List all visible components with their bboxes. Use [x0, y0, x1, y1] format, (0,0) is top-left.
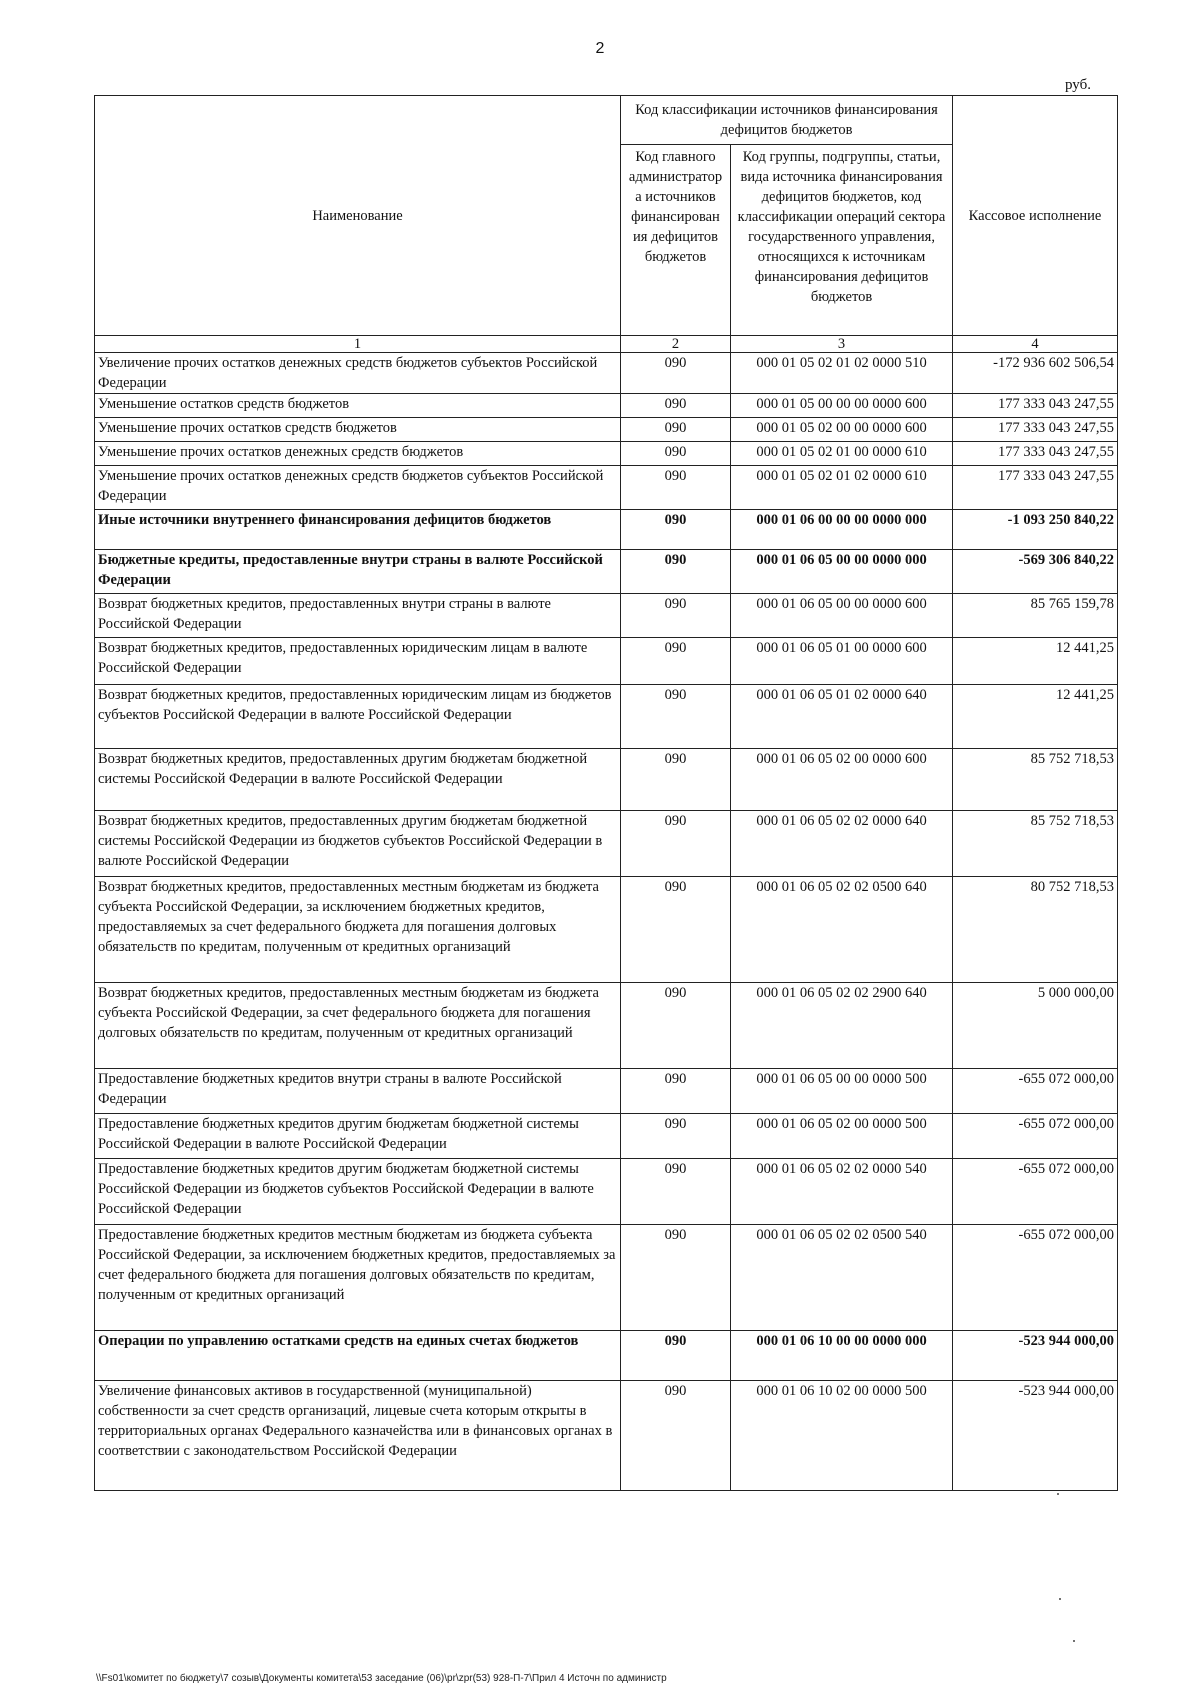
table-row — [95, 811, 1118, 877]
table-row — [95, 550, 1118, 594]
row-amount-cell: -655 072 000,00 — [953, 1159, 1118, 1225]
table-row — [95, 442, 1118, 466]
row-name-cell: Возврат бюджетных кредитов, предоставленных другим бюджетам бюджетной системы Российской Федерации в валюте Российской Федерации — [95, 749, 621, 811]
header-group-code: Код группы, подгруппы, статьи, вида источника финансирования дефицитов бюджетов, код классификации операций сектора государственного управления, относящихся к источникам финансирования дефицитов бюджетов — [731, 145, 953, 336]
header-admin-code: Код главного администратор а источников финансирован ия дефицитов бюджетов — [621, 145, 731, 336]
column-number: 3 — [731, 336, 953, 353]
row-code-cell: 000 01 06 05 00 00 0000 600 — [731, 594, 953, 638]
row-amount-cell: -569 306 840,22 — [953, 550, 1118, 594]
row-name-cell: Уменьшение прочих остатков денежных средств бюджетов субъектов Российской Федерации — [95, 466, 621, 510]
row-name-cell: Бюджетные кредиты, предоставленные внутри страны в валюте Российской Федерации — [95, 550, 621, 594]
row-amount-cell: 12 441,25 — [953, 638, 1118, 685]
row-admin-cell: 090 — [621, 418, 731, 442]
row-name-cell: Увеличение финансовых активов в государственной (муниципальной) собственности за счет средств организаций, лицевые счета которым открыты в территориальных органах Федерального казначейства или в финансовых органах в соответствии с законодательством Российской Федерации — [95, 1381, 621, 1491]
table-row — [95, 749, 1118, 811]
row-code-cell: 000 01 05 00 00 00 0000 600 — [731, 394, 953, 418]
table-row — [95, 510, 1118, 550]
row-name-cell: Возврат бюджетных кредитов, предоставленных юридическим лицам из бюджетов субъектов Российской Федерации в валюте Российской Федерации — [95, 685, 621, 749]
row-code-cell: 000 01 06 00 00 00 0000 000 — [731, 510, 953, 550]
row-code-cell: 000 01 06 05 02 02 0500 640 — [731, 877, 953, 983]
row-name-cell: Возврат бюджетных кредитов, предоставленных юридическим лицам в валюте Российской Федерации — [95, 638, 621, 685]
row-amount-cell: -172 936 602 506,54 — [953, 353, 1118, 394]
row-name-cell: Увеличение прочих остатков денежных средств бюджетов субъектов Российской Федерации — [95, 353, 621, 394]
row-code-cell: 000 01 06 10 00 00 0000 000 — [731, 1331, 953, 1381]
row-admin-cell: 090 — [621, 685, 731, 749]
sources-table — [94, 95, 1118, 1491]
row-name-cell: Уменьшение прочих остатков денежных средств бюджетов — [95, 442, 621, 466]
row-code-cell: 000 01 06 05 02 02 0500 540 — [731, 1225, 953, 1331]
row-amount-cell: 5 000 000,00 — [953, 983, 1118, 1069]
row-admin-cell: 090 — [621, 550, 731, 594]
row-amount-cell: -655 072 000,00 — [953, 1114, 1118, 1159]
row-amount-cell: 80 752 718,53 — [953, 877, 1118, 983]
row-code-cell: 000 01 06 05 02 02 0000 540 — [731, 1159, 953, 1225]
row-name-cell: Возврат бюджетных кредитов, предоставленных внутри страны в валюте Российской Федерации — [95, 594, 621, 638]
row-admin-cell: 090 — [621, 442, 731, 466]
row-admin-cell: 090 — [621, 877, 731, 983]
row-name-cell: Предоставление бюджетных кредитов другим бюджетам бюджетной системы Российской Федерации в валюте Российской Федерации — [95, 1114, 621, 1159]
table-row — [95, 1225, 1118, 1331]
row-admin-cell: 090 — [621, 594, 731, 638]
row-code-cell: 000 01 06 10 02 00 0000 500 — [731, 1381, 953, 1491]
row-amount-cell: 85 765 159,78 — [953, 594, 1118, 638]
table-row — [95, 394, 1118, 418]
row-code-cell: 000 01 06 05 02 00 0000 500 — [731, 1114, 953, 1159]
row-amount-cell: 177 333 043 247,55 — [953, 418, 1118, 442]
row-code-cell: 000 01 06 05 01 00 0000 600 — [731, 638, 953, 685]
table-row — [95, 638, 1118, 685]
row-admin-cell: 090 — [621, 353, 731, 394]
row-admin-cell: 090 — [621, 1225, 731, 1331]
row-amount-cell: -655 072 000,00 — [953, 1225, 1118, 1331]
scan-speck — [1057, 1493, 1059, 1495]
column-number-row — [95, 336, 1118, 353]
row-name-cell: Операции по управлению остатками средств на единых счетах бюджетов — [95, 1331, 621, 1381]
row-code-cell: 000 01 05 02 01 00 0000 610 — [731, 442, 953, 466]
row-code-cell: 000 01 05 02 00 00 0000 600 — [731, 418, 953, 442]
row-code-cell: 000 01 06 05 02 00 0000 600 — [731, 749, 953, 811]
table-row — [95, 466, 1118, 510]
row-code-cell: 000 01 05 02 01 02 0000 510 — [731, 353, 953, 394]
row-amount-cell: 177 333 043 247,55 — [953, 466, 1118, 510]
row-admin-cell: 090 — [621, 983, 731, 1069]
row-amount-cell: 177 333 043 247,55 — [953, 442, 1118, 466]
row-amount-cell: 177 333 043 247,55 — [953, 394, 1118, 418]
footer-file-path: \\Fs01\комитет по бюджету\7 созыв\Документы комитета\53 заседание (06)\pr\zpr(53) 928-П-7\Прил 4 Источн по администр — [96, 1673, 667, 1684]
column-number: 4 — [953, 336, 1118, 353]
scan-speck — [1059, 1598, 1061, 1600]
table-row — [95, 594, 1118, 638]
table-row — [95, 877, 1118, 983]
table-row — [95, 1159, 1118, 1225]
row-amount-cell: 12 441,25 — [953, 685, 1118, 749]
row-name-cell: Возврат бюджетных кредитов, предоставленных местным бюджетам из бюджета субъекта Российской Федерации, за исключением бюджетных кредитов, предоставляемых за счет федерального бюджета для погашения долговых обязательств по кредитам, полученным от кредитных организаций — [95, 877, 621, 983]
row-amount-cell: -655 072 000,00 — [953, 1069, 1118, 1114]
page-number: 2 — [595, 40, 605, 57]
row-amount-cell: -1 093 250 840,22 — [953, 510, 1118, 550]
row-admin-cell: 090 — [621, 1114, 731, 1159]
row-code-cell: 000 01 06 05 00 00 0000 500 — [731, 1069, 953, 1114]
row-admin-cell: 090 — [621, 749, 731, 811]
table-row — [95, 1114, 1118, 1159]
row-code-cell: 000 01 06 05 02 02 2900 640 — [731, 983, 953, 1069]
header-classification-group: Код классификации источников финансирования дефицитов бюджетов — [621, 96, 953, 145]
row-admin-cell: 090 — [621, 1331, 731, 1381]
row-code-cell: 000 01 06 05 00 00 0000 000 — [731, 550, 953, 594]
table-row — [95, 353, 1118, 394]
row-admin-cell: 090 — [621, 466, 731, 510]
row-amount-cell: -523 944 000,00 — [953, 1331, 1118, 1381]
row-name-cell: Уменьшение прочих остатков средств бюджетов — [95, 418, 621, 442]
row-code-cell: 000 01 05 02 01 02 0000 610 — [731, 466, 953, 510]
row-name-cell: Предоставление бюджетных кредитов внутри страны в валюте Российской Федерации — [95, 1069, 621, 1114]
column-number: 1 — [95, 336, 621, 353]
row-name-cell: Предоставление бюджетных кредитов другим бюджетам бюджетной системы Российской Федерации из бюджетов субъектов Российской Федерации в валюте Российской Федерации — [95, 1159, 621, 1225]
table-row — [95, 685, 1118, 749]
scan-speck — [1073, 1640, 1075, 1642]
row-name-cell: Иные источники внутреннего финансирования дефицитов бюджетов — [95, 510, 621, 550]
row-admin-cell: 090 — [621, 1381, 731, 1491]
row-name-cell: Возврат бюджетных кредитов, предоставленных местным бюджетам из бюджета субъекта Российской Федерации, за счет федерального бюджета для погашения долговых обязательств по кредитам, полученным от кредитных организаций — [95, 983, 621, 1069]
row-admin-cell: 090 — [621, 394, 731, 418]
row-admin-cell: 090 — [621, 510, 731, 550]
row-amount-cell: 85 752 718,53 — [953, 811, 1118, 877]
row-admin-cell: 090 — [621, 1069, 731, 1114]
row-name-cell: Возврат бюджетных кредитов, предоставленных другим бюджетам бюджетной системы Российской Федерации из бюджетов субъектов Российской Федерации в валюте Российской Федерации — [95, 811, 621, 877]
header-execution: Кассовое исполнение — [953, 96, 1118, 336]
currency-label: руб. — [1065, 77, 1091, 93]
table-row — [95, 1381, 1118, 1491]
row-amount-cell: 85 752 718,53 — [953, 749, 1118, 811]
column-number: 2 — [621, 336, 731, 353]
header-name: Наименование — [95, 96, 621, 336]
table-row — [95, 418, 1118, 442]
table-row — [95, 983, 1118, 1069]
row-name-cell: Предоставление бюджетных кредитов местным бюджетам из бюджета субъекта Российской Федерации, за исключением бюджетных кредитов, предоставляемых за счет федерального бюджета для погашения долговых обязательств по кредитам, полученным от кредитных организаций — [95, 1225, 621, 1331]
row-code-cell: 000 01 06 05 02 02 0000 640 — [731, 811, 953, 877]
table-row — [95, 1069, 1118, 1114]
row-admin-cell: 090 — [621, 1159, 731, 1225]
row-admin-cell: 090 — [621, 638, 731, 685]
row-name-cell: Уменьшение остатков средств бюджетов — [95, 394, 621, 418]
row-amount-cell: -523 944 000,00 — [953, 1381, 1118, 1491]
row-code-cell: 000 01 06 05 01 02 0000 640 — [731, 685, 953, 749]
row-admin-cell: 090 — [621, 811, 731, 877]
table-body — [95, 353, 1118, 1491]
table-row — [95, 1331, 1118, 1381]
